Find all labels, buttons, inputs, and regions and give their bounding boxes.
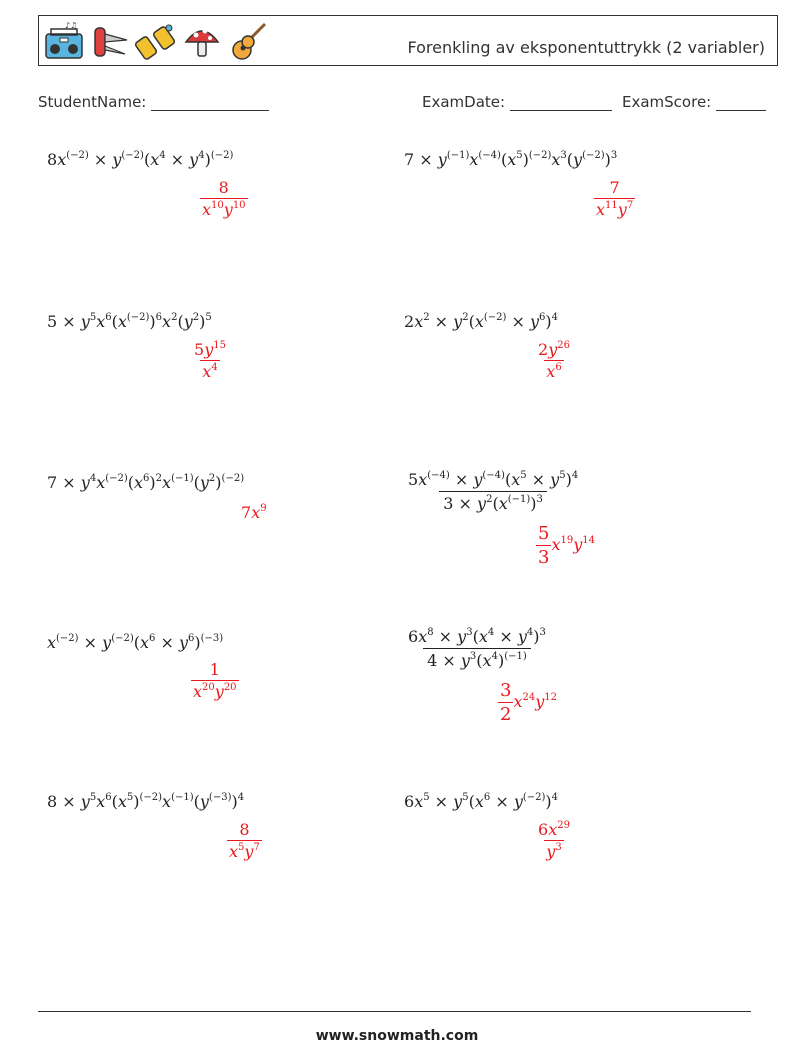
answer-10: $\frac{6x^{29}}{y^3}$ [538, 820, 570, 861]
exam-score-blank[interactable] [716, 96, 766, 111]
problem-6: $\frac{5x^{(-4)} \times y^{(-4)}(x^5 \times y^5)^4}{3 \times y^2(x^{(-1)})^3}$ [408, 470, 579, 513]
radio-icon [43, 20, 85, 62]
mushroom-icon [181, 20, 223, 62]
pocket-knife-icon [89, 20, 131, 62]
answer-9: $\frac{8}{x^5y^7}$ [229, 820, 260, 861]
answer-1: $\frac{8}{x^{10}y^{10}}$ [202, 178, 246, 219]
answer-5: $7x^9$ [241, 503, 267, 522]
problem-7: $x^{(-2)} \times y^{(-2)}(x^6 \times y^6)^{(-3)}$ [47, 633, 224, 652]
worksheet-header [38, 15, 778, 66]
exam-score-field [622, 93, 766, 111]
exam-date-blank[interactable] [510, 96, 612, 111]
exam-score-label: ExamScore: [622, 93, 712, 111]
icon-strip [43, 20, 269, 62]
footer-divider [38, 1011, 751, 1012]
problem-9: $8 \times y^5x^6(x^5)^{(-2)}x^{(-1)}(y^{(-3)})^4$ [47, 792, 245, 811]
student-name-field [38, 93, 269, 111]
problem-1: $8x^{(-2)} \times y^{(-2)}(x^4 \times y^4)^{(-2)}$ [47, 150, 234, 169]
worksheet-title: Forenkling av eksponentuttrykk (2 variabler) [407, 38, 765, 57]
problem-4: $2x^2 \times y^2(x^{(-2)} \times y^6)^4$ [404, 312, 559, 331]
problem-8: $\frac{6x^8 \times y^3(x^4 \times y^4)^3}{4 \times y^3(x^4)^{(-1)}}$ [408, 627, 546, 670]
answer-4: $\frac{2y^{26}}{x^6}$ [538, 340, 570, 381]
student-name-blank[interactable] [151, 96, 269, 111]
problem-2: $7 \times y^{(-1)}x^{(-4)}(x^5)^{(-2)}x^3(y^{(-2)})^3$ [404, 150, 618, 169]
exam-date-field [422, 93, 612, 111]
binoculars-icon [135, 20, 177, 62]
guitar-icon [227, 20, 269, 62]
problem-3: $5 \times y^5x^6(x^{(-2)})^6x^2(y^2)^5$ [47, 312, 212, 331]
problem-5: $7 \times y^4x^{(-2)}(x^6)^2x^{(-1)}(y^2)^{(-2)}$ [47, 473, 245, 492]
exam-date-label: ExamDate: [422, 93, 506, 111]
student-name-label: StudentName: [38, 93, 147, 111]
answer-8: $\frac{3}{2}$ $x^{24}y^{12}$ [500, 680, 557, 725]
problem-10: $6x^5 \times y^5(x^6 \times y^{(-2)})^4$ [404, 792, 559, 811]
answer-6: $\frac{5}{3}$ $x^{19}y^{14}$ [538, 523, 595, 568]
answer-2: $\frac{7}{x^{11}y^7}$ [596, 178, 634, 219]
answer-3: $\frac{5y^{15}}{x^4}$ [194, 340, 226, 381]
svg-text:♪♫: ♪♫ [65, 21, 78, 30]
footer-url[interactable]: www.snowmath.com [315, 1028, 479, 1044]
answer-7: $\frac{1}{x^{20}y^{20}}$ [193, 660, 237, 701]
